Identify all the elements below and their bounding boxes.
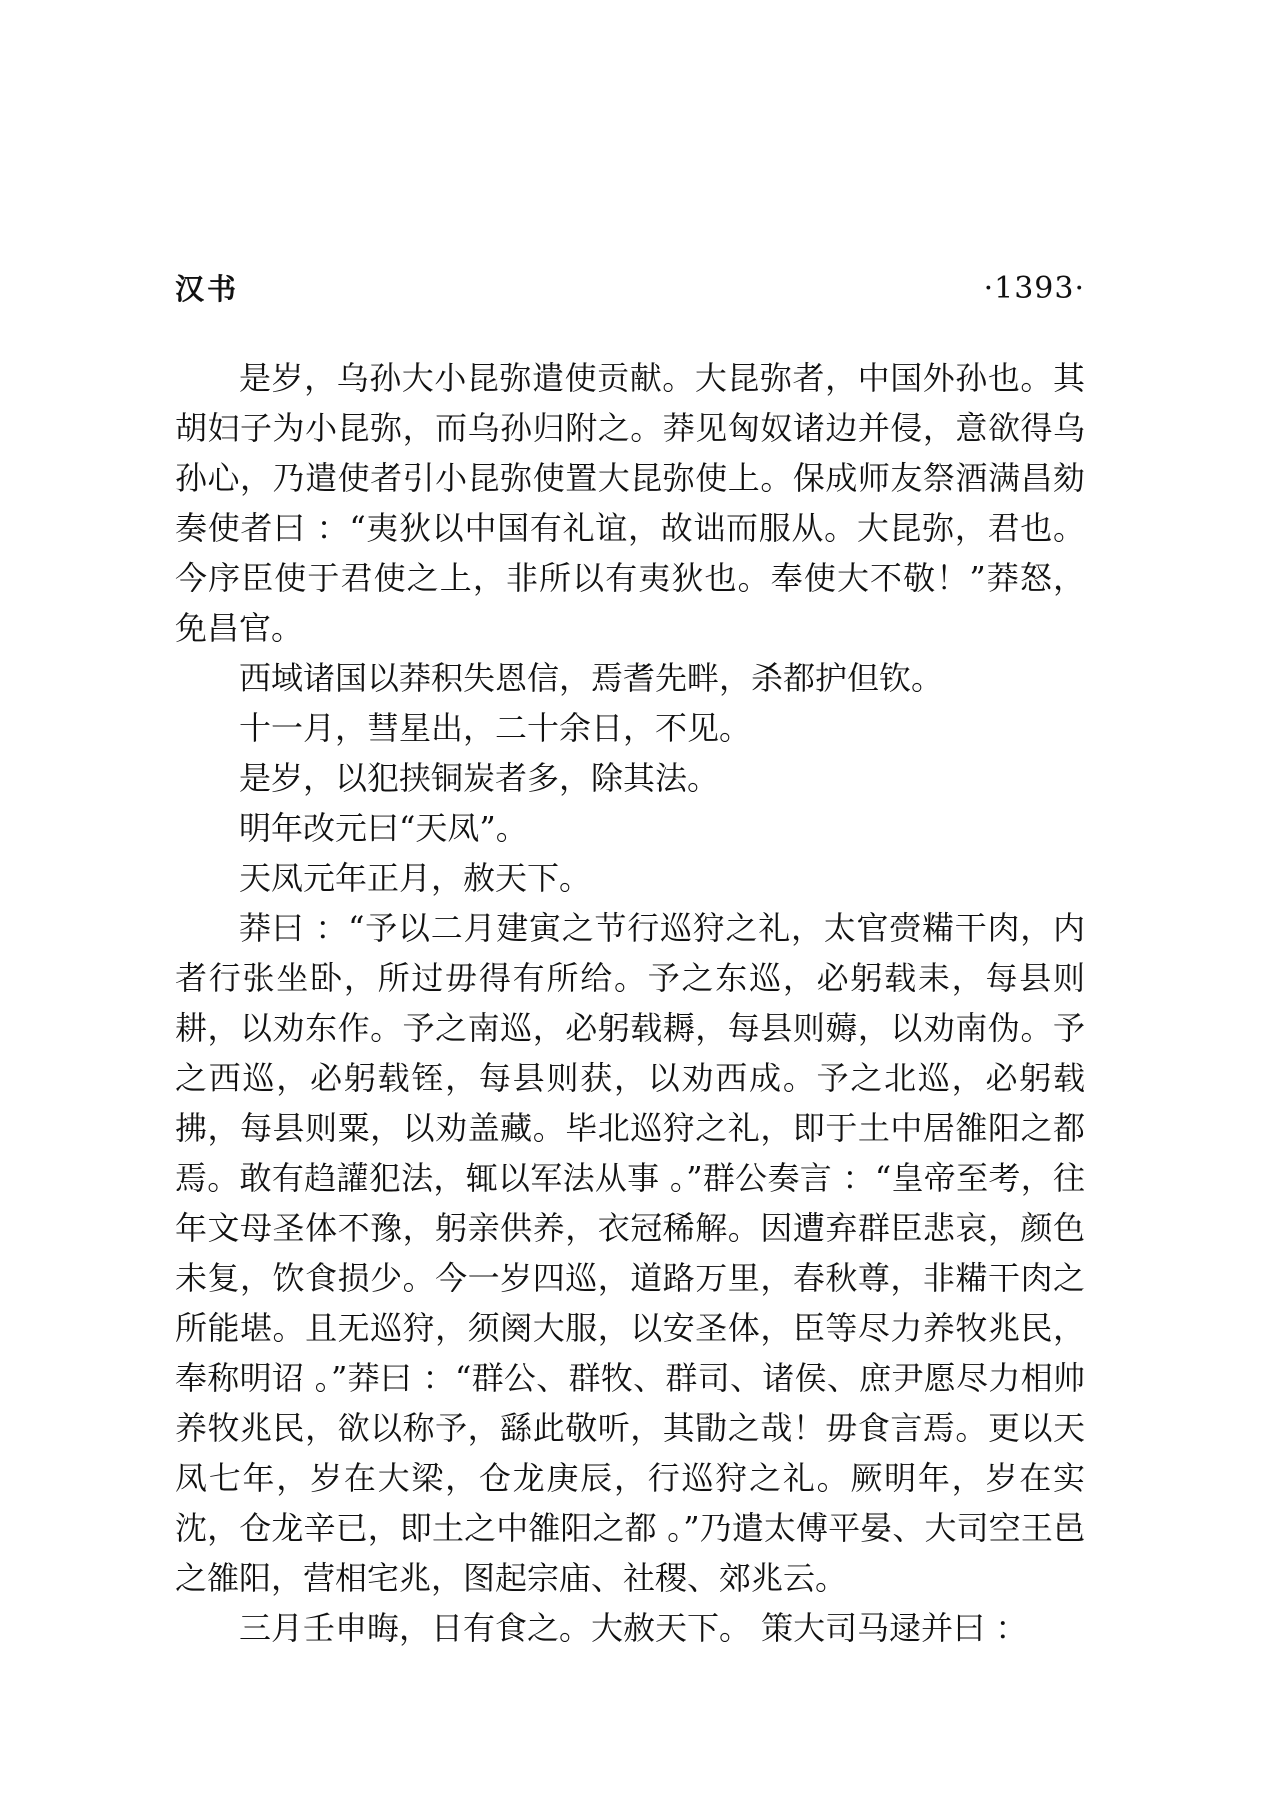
paragraph-amnesty: 天凤元年正月，赦天下。 xyxy=(239,859,592,897)
page-number: ·1393· xyxy=(983,271,1085,306)
paragraph-comet: 十一月，彗星出，二十余日，不见。 xyxy=(239,709,752,747)
book-title: 汉书 xyxy=(175,272,240,306)
paragraph-copper-charcoal-law: 是岁，以犯挟铜炭者多，除其法。 xyxy=(239,759,720,797)
paragraph-era-change: 明年改元曰“天凤”。 xyxy=(239,809,528,847)
paragraph-inspection-tours: 莽曰 ：“予以二月建寅之节行巡狩之礼，太官赍糒干肉，内者行张坐卧，所过毋得有所给。予之东巡，必躬载耒，每县则耕，以劝东作。予之南巡，必躬载耨，每县则薅，以劝南伪。予之西巡，必躬载铚，每县则获，以劝西成。予之北巡，必躬载拂，每县则粟，以劝盖藏。毕北巡狩之礼，即于土中居雒阳之都焉。敢有趋讙犯法，辄以军法从事 。”群公奏言 ：“皇帝至考，往年文母圣体不豫，躬亲供养，衣冠稀解。因遭弃群臣悲哀，颜色未复，饮食损少。今一岁四巡，道路万里，春秋尊，非糒干肉之所能堪。且无巡狩，须阕大服，以安圣体，臣等尽力养牧兆民，奉称明诏 。”莽曰 ：“群公、群牧、群司、诸侯、庶尹愿尽力相帅养牧兆民，欲以称予，繇此敬听，其勖之哉！毋食言焉。更以天凤七年，岁在大梁，仓龙庚辰，行巡狩之礼。厥明年，岁在实沈，仓龙辛已，即土之中雒阳之都 。”乃遣太傅平晏、大司空王邑之雒阳，营相宅兆，图起宗庙、社稷、郊兆云。 xyxy=(175,909,1085,1597)
body-text xyxy=(175,353,1085,1653)
paragraph-wusun-envoys: 是岁，乌孙大小昆弥遣使贡献。大昆弥者，中国外孙也。其胡妇子为小昆弥，而乌孙归附之。莽见匈奴诸边并侵，意欲得乌孙心，乃遣使者引小昆弥使置大昆弥使上。保成师友祭酒满昌劾奏使者曰 ：“夷狄以中国有礼谊，故诎而服从。大昆弥，君也。今序臣使于君使之上，非所以有夷狄也。奉使大不敬！”莽怒，免昌官。 xyxy=(175,359,1085,647)
page-header xyxy=(175,270,1085,314)
paragraph-western-regions: 西域诸国以莽积失恩信，焉耆先畔，杀都护但钦。 xyxy=(239,659,944,697)
paragraph-eclipse: 三月壬申晦，日有食之。大赦天下。 策大司马逯并曰 ： xyxy=(239,1609,1028,1647)
